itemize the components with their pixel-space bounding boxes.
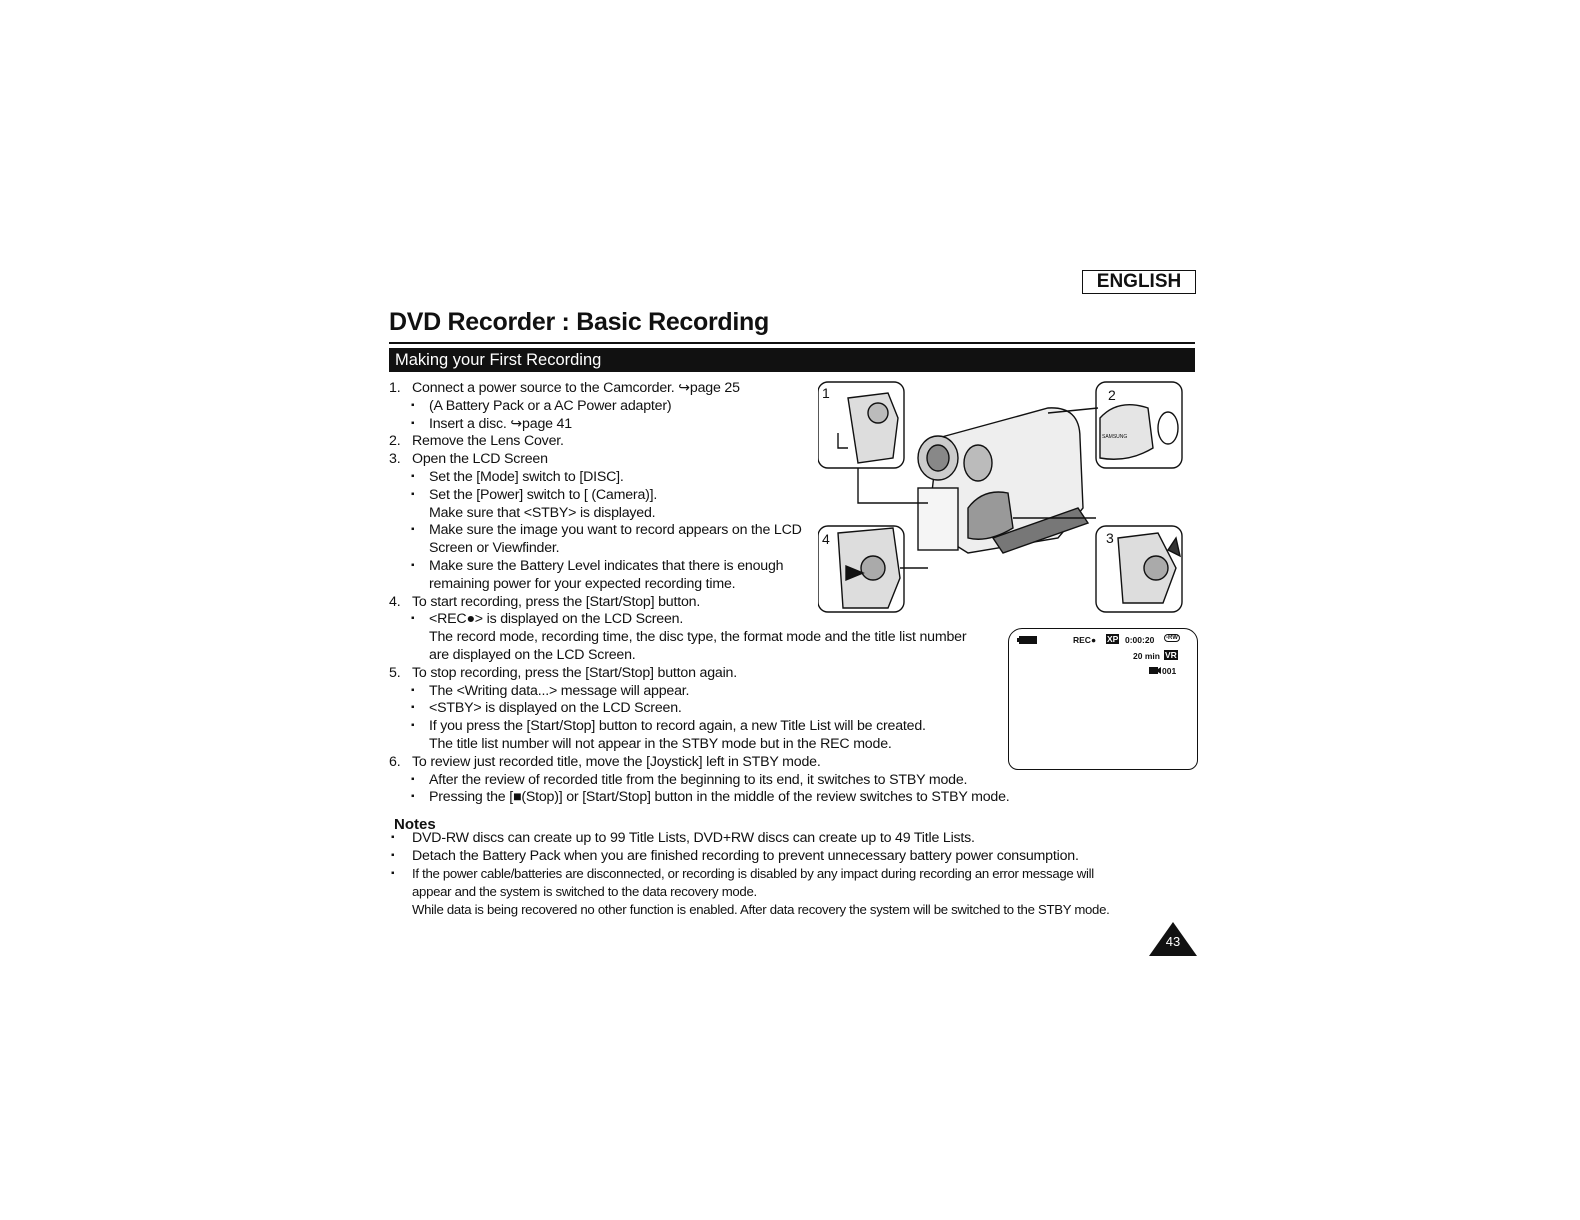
brand-label: SAMSUNG (1102, 434, 1128, 440)
inset-1-number: 1 (822, 385, 830, 401)
title-rule (389, 342, 1195, 344)
camera-icon (1149, 665, 1161, 677)
camcorder-illustration (818, 378, 1198, 618)
step-text: Connect a power source to the Camcorder. ↪page 25 (412, 380, 740, 396)
continuation-text: The title list number will not appear in the STBY mode but in the REC mode. (429, 736, 892, 752)
step-number: 4. (389, 593, 401, 610)
bullet-text: Make sure the image you want to record appears on the LCD (429, 522, 802, 539)
section-header (389, 348, 1195, 372)
bullet-marker: ▪ (411, 702, 415, 714)
notes-title: Notes (394, 816, 436, 833)
bullet-text: <STBY> is displayed on the LCD Screen. (429, 700, 682, 717)
step-number: 6. (389, 753, 401, 770)
recording-time: 0:00:20 (1125, 635, 1155, 645)
bullet-text: If you press the [Start/Stop] button to record again, a new Title List will be created. (429, 718, 926, 735)
bullet-text: Set the [Mode] switch to [DISC]. (429, 469, 624, 485)
step-text: To start recording, press the [Start/Stop] button. (412, 593, 701, 610)
bullet-marker: ▪ (391, 868, 395, 879)
note-text: DVD-RW discs can create up to 99 Title Lists, DVD+RW discs can create up to 49 Title Lists. (412, 830, 975, 846)
inset-2-number: 2 (1108, 387, 1116, 403)
bullet-marker: ▪ (411, 399, 415, 411)
note-text: Detach the Battery Pack when you are finished recording to prevent unnecessary battery power consumption. (412, 848, 1079, 864)
step-text: Remove the Lens Cover. (412, 433, 564, 450)
step-number: 2. (389, 433, 401, 450)
bullet-marker: ▪ (411, 471, 415, 482)
bullet-marker: ▪ (411, 613, 415, 625)
bullet-marker: ▪ (411, 524, 415, 536)
lcd-screen-example (1008, 628, 1198, 770)
step-text: To stop recording, press the [Start/Stop] button again. (412, 664, 737, 681)
step-text: To review just recorded title, move the [Joystick] left in STBY mode. (412, 753, 821, 770)
note-text: appear and the system is switched to the data recovery mode. (412, 884, 757, 899)
bullet-marker: ▪ (391, 850, 395, 861)
bullet-marker: ▪ (411, 684, 415, 696)
bullet-marker: ▪ (411, 560, 415, 571)
page-title: DVD Recorder : Basic Recording (389, 308, 769, 336)
bullet-marker: ▪ (411, 488, 415, 500)
bullet-text: Set the [Power] switch to [ (Camera)]. (429, 486, 658, 503)
bullet-marker: ▪ (411, 791, 415, 803)
bullet-marker: ▪ (411, 417, 415, 429)
step-text: Open the LCD Screen (412, 451, 548, 468)
bullet-text: Make sure the Battery Level indicates that there is enough (429, 558, 784, 574)
bullet-text: Pressing the [■(Stop)] or [Start/Stop] button in the middle of the review switches to STBY mode. (429, 789, 1010, 806)
rec-indicator: REC● (1073, 635, 1097, 645)
continuation-text: The record mode, recording time, the disc type, the format mode and the title list number (429, 629, 967, 646)
continuation-text: Screen or Viewfinder. (429, 540, 560, 557)
step-number: 3. (389, 451, 401, 468)
bullet-text: The <Writing data...> message will appear. (429, 682, 690, 699)
battery-icon (1017, 635, 1039, 647)
continuation-text: Make sure that <STBY> is displayed. (429, 504, 656, 521)
inset-3-number: 3 (1106, 530, 1114, 546)
step-number: 1. (389, 380, 401, 396)
format-badge: VR (1165, 650, 1177, 660)
record-mode-badge: XP (1107, 634, 1119, 644)
bullet-marker: ▪ (411, 773, 415, 785)
inset-4-number: 4 (822, 531, 830, 547)
bullet-marker: ▪ (391, 832, 395, 843)
continuation-text: are displayed on the LCD Screen. (429, 647, 636, 663)
bullet-marker: ▪ (411, 720, 415, 732)
language-label: ENGLISH (1082, 270, 1196, 294)
page-number: 43 (1165, 934, 1181, 949)
remaining-time: 20 min (1133, 651, 1160, 661)
bullet-text: <REC●> is displayed on the LCD Screen. (429, 611, 684, 628)
note-text: If the power cable/batteries are disconnected, or recording is disabled by any impact during recording an error message will (412, 866, 1094, 881)
bullet-text: Insert a disc. ↪page 41 (429, 415, 572, 432)
step-number: 5. (389, 664, 401, 681)
bullet-text: After the review of recorded title from the beginning to its end, it switches to STBY mode. (429, 771, 968, 788)
section-title: Making your First Recording (395, 351, 602, 369)
bullet-text: (A Battery Pack or a AC Power adapter) (429, 397, 672, 414)
continuation-text: remaining power for your expected recording time. (429, 575, 736, 592)
disc-type-badge: -RW (1166, 635, 1178, 641)
title-list-number: 001 (1162, 666, 1177, 676)
note-text: While data is being recovered no other function is enabled. After data recovery the system will be switched to the STBY mode. (412, 902, 1110, 917)
